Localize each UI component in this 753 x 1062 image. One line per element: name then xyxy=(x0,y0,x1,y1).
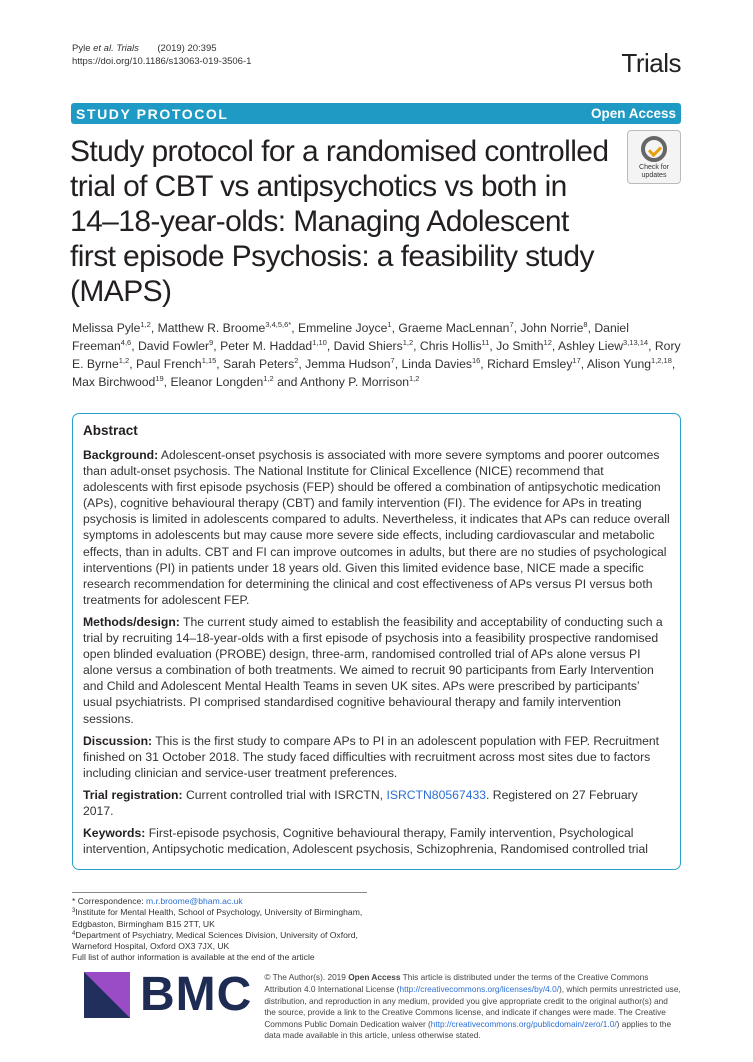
author-name: David Fowler xyxy=(138,339,210,353)
author xyxy=(170,375,273,389)
affiliation-3-marker: 3 xyxy=(72,908,76,915)
check-updates-label xyxy=(639,164,669,180)
author xyxy=(420,339,489,353)
author-affiliation: 16 xyxy=(471,356,481,365)
author xyxy=(487,357,581,371)
author-name: Emmeline Joyce xyxy=(297,321,388,335)
author-name: Alison Yung xyxy=(586,357,652,371)
running-header xyxy=(72,42,251,68)
author xyxy=(587,357,672,371)
author xyxy=(220,339,327,353)
open-access-label: Open Access xyxy=(590,106,676,121)
doi-link[interactable]: https://doi.org/10.1186/s13063-019-3506-1 xyxy=(72,56,252,67)
journal-name: Trials xyxy=(621,48,681,78)
author xyxy=(223,357,298,371)
affiliation-4: Department of Psychiatry, Medical Sciences Division, University of Oxford, Warneford Hospital, Oxford OX3 7JX, UK xyxy=(72,929,358,952)
discussion-text: This is the first study to compare APs to PI in an adolescent population with FEP. Recruitment finished on 31 October 2018. The study faced difficulties with recruitment across most sites due to factors including clinician and service-user treatment preferences. xyxy=(83,733,660,780)
author xyxy=(72,375,164,389)
abstract-keywords xyxy=(83,825,670,857)
author-name: John Norrie xyxy=(520,321,584,335)
author xyxy=(401,357,480,371)
author-affiliation: 1,2 xyxy=(140,320,151,329)
registration-label: Trial registration: xyxy=(83,787,183,802)
author xyxy=(558,339,648,353)
abstract-box xyxy=(72,413,681,870)
bmc-logo xyxy=(72,970,252,1020)
article-type-banner xyxy=(71,103,681,124)
check-for-updates-button[interactable] xyxy=(627,130,681,184)
abstract-discussion xyxy=(83,733,670,781)
cc-zero-link[interactable]: http://creativecommons.org/publicdomain/zero/1.0/ xyxy=(430,1018,617,1029)
author-name: Graeme MacLennan xyxy=(398,321,510,335)
author-affiliation: 1,2 xyxy=(409,374,420,383)
author-affiliation: 3,13,14 xyxy=(623,338,649,347)
page-header xyxy=(72,42,681,79)
author xyxy=(138,339,213,353)
author-affiliation: 9 xyxy=(209,338,214,347)
author-name: Paul French xyxy=(135,357,202,371)
author-affiliation: 2 xyxy=(294,356,299,365)
license-text-1: This article is distributed under the terms of the Creative Commons Attribution 4.0 International License ( xyxy=(264,972,649,995)
author xyxy=(136,357,216,371)
author-name: Linda Davies xyxy=(401,357,472,371)
copyright: © The Author(s). 2019 xyxy=(264,972,349,983)
abstract-background xyxy=(83,447,670,608)
author-affiliation: 1 xyxy=(387,320,392,329)
author-name: Daniel Freeman xyxy=(72,321,629,353)
author xyxy=(305,357,395,371)
author-name: Chris Hollis xyxy=(419,339,482,353)
author-name: David Shiers xyxy=(333,339,403,353)
author xyxy=(398,321,513,335)
abstract-methods xyxy=(83,614,670,727)
badge-line1: Check for xyxy=(639,164,669,171)
background-text: Adolescent-onset psychosis is associated with more severe symptoms and poorer outcomes than adult-onset psychosis. The National Institute for Clinical Excellence (NICE) recommend that adolescents with first episode psychosis (FEP) should be offered a combination of antipsychotic medication (APs), cognitive behavioural therapy (CBT) and family intervention (FI). The evidence for APs in treating psychosis is limited in adolescents compared to adults. Nevertheless, it indicates that APs can reduce overall symptoms in adolescents but may cause more severe side effects, including cardiovascular and metabolic effects, than in adults. CBT and FI can improve outcomes in adults, but there are no studies of psychological interventions (PI) in patients under 18 years old. Given this limited evidence base, NICE made a specific research recommendation for determining the clinical and cost effectiveness of APs versus PI versus both treatments for adolescent FEP. xyxy=(83,448,670,607)
check-updates-icon xyxy=(641,136,667,162)
citation-authors: Pyle xyxy=(72,43,94,54)
author xyxy=(298,321,392,335)
registration-date: . Registered on 27 February 2017. xyxy=(83,787,638,818)
author-name: Jemma Hudson xyxy=(305,357,391,371)
author-affiliation: 1,15 xyxy=(201,356,217,365)
bmc-logo-icon xyxy=(84,972,130,1018)
author-name: Rory E. Byrne xyxy=(72,339,681,371)
author-affiliation: 12 xyxy=(543,338,552,347)
author xyxy=(496,339,552,353)
badge-line2: updates xyxy=(641,172,667,179)
registration-text: Current controlled trial with ISRCTN, xyxy=(182,787,387,802)
full-author-info-note: Full list of author information is available at the end of the article xyxy=(72,952,315,963)
author xyxy=(158,321,292,335)
author-affiliation: 4,6 xyxy=(120,338,132,347)
author-name: Jo Smith xyxy=(496,339,544,353)
bmc-logo-text: BMC xyxy=(140,968,253,1022)
article-title: Study protocol for a randomised controlled trial of CBT vs antipsychotics vs both in 14–18-year-olds: Managing Adolescent first episode Psychosis: a feasibility study (MAPS) xyxy=(70,135,609,308)
author-affiliation: 7 xyxy=(509,320,514,329)
author-name: Sarah Peters xyxy=(223,357,295,371)
author xyxy=(72,321,151,335)
author-affiliation: 19 xyxy=(155,374,164,383)
license-text-2: ), which permits unrestricted use, distribution, and reproduction in any medium, provided you give appropriate credit to the original author(s) and the source, provide a link to the Creative Commons license, and indicate if changes were made. The Creative Commons Public Domain Dedication waiver ( xyxy=(264,984,681,1029)
keywords-label: Keywords: xyxy=(83,826,146,841)
author-name: Richard Emsley xyxy=(487,357,573,371)
affiliation-4-marker: 4 xyxy=(72,930,76,937)
author-affiliation: 3,4,5,6* xyxy=(265,320,292,329)
discussion-label: Discussion: xyxy=(83,733,153,748)
citation-journal: Trials xyxy=(113,43,139,54)
author-affiliation: 1,2,18 xyxy=(651,356,672,365)
author xyxy=(334,339,414,353)
author-name: Peter M. Haddad xyxy=(220,339,313,353)
publisher-footer xyxy=(72,968,681,1042)
author xyxy=(520,321,587,335)
author-name: Eleanor Longden xyxy=(170,375,264,389)
keywords-text: First-episode psychosis, Cognitive behavioural therapy, Family intervention, Psychological intervention, Antipsychotic medication, Adolescent psychosis, Schizophrenia, Randomised controlled trial xyxy=(83,826,648,857)
footnotes xyxy=(72,896,372,963)
author-name: Matthew R. Broome xyxy=(157,321,266,335)
license-open-access: Open Access xyxy=(348,972,401,983)
article-type: STUDY PROTOCOL xyxy=(76,105,229,122)
author-name: Anthony P. Morrison xyxy=(300,375,410,389)
author-affiliation: 17 xyxy=(572,356,581,365)
author-affiliation: 8 xyxy=(583,320,588,329)
author xyxy=(300,375,419,389)
cc-by-link[interactable]: http://creativecommons.org/licenses/by/4.0/ xyxy=(399,984,560,995)
abstract-heading: Abstract xyxy=(83,423,138,438)
license-statement xyxy=(264,972,681,1042)
methods-label: Methods/design: xyxy=(83,614,180,629)
author-name: Melissa Pyle xyxy=(72,321,141,335)
citation-etal: et al. xyxy=(93,43,114,54)
license-text-3: ) applies to the data made available in this article, unless otherwise stated. xyxy=(264,1018,672,1041)
methods-text: The current study aimed to establish the feasibility and acceptability of conducting such a trial by recruiting 14–18-year-olds with a first episode of psychosis into a feasibility prospective randomised open blinded evaluation (PROBE) design, three-arm, randomised controlled trial of APs alone versus PI alone versus a combination of both treatments. We aimed to recruit 90 participants from Early Intervention and Child and Adolescent Mental Health Teams in seven UK sites. APs were prescribed by participants’ usual psychiatrists. PI comprised standardised cognitive behavioural therapy and family intervention sessions. xyxy=(83,614,663,726)
isrctn-link[interactable]: ISRCTN80567433 xyxy=(386,787,487,802)
author-affiliation: 1,10 xyxy=(312,338,327,347)
title-row xyxy=(72,134,681,309)
author-list: Melissa Pyle$^{1,2}$, Matthew R. Broome$^{3,4,5,6*}$, Emmeline Joyce$^1$, Graeme MacLennan$^7$, John Norrie$^8$, Daniel Freeman$^{4,6}$, David Fowler$^9$, Peter M. Haddad$^{1,10}$, David Shiers$^{1,2}$, Chris Hollis$^{11}$, Jo Smith$^{12}$, Ashley Liew$^{3,13,14}$, Rory E. Byrne$^{1,2}$, Paul French$^{1,15}$, Sarah Peters$^2$, Jemma Hudson$^7$, Linda Davies$^{16}$, Richard Emsley$^{17}$, Alison Yung$^{1,2,18}$, Max Birchwood$^{19}$, Eleanor Longden$^{1,2}$ and Anthony P. Morrison$^{1,2}$ xyxy=(72,320,681,389)
author-affiliation: 1,2 xyxy=(402,338,414,347)
citation-ref: (2019) 20:395 xyxy=(157,43,217,54)
footnote-divider xyxy=(72,892,367,893)
author-affiliation: 7 xyxy=(390,356,395,365)
author-affiliation: 11 xyxy=(481,338,490,347)
author-affiliation: 1,2 xyxy=(263,374,274,383)
author-affiliation: 1,2 xyxy=(118,356,130,365)
abstract-registration xyxy=(83,787,670,819)
affiliation-3: Institute for Mental Health, School of Psychology, University of Birmingham, Edgbaston, Birmingham B15 2TT, UK xyxy=(72,907,363,929)
author-name: Ashley Liew xyxy=(558,339,624,353)
correspondence-email-link[interactable]: m.r.broome@bham.ac.uk xyxy=(146,896,243,907)
correspondence-label: * Correspondence: xyxy=(72,896,147,907)
background-label: Background: xyxy=(83,448,159,462)
author-name: Max Birchwood xyxy=(72,375,156,389)
